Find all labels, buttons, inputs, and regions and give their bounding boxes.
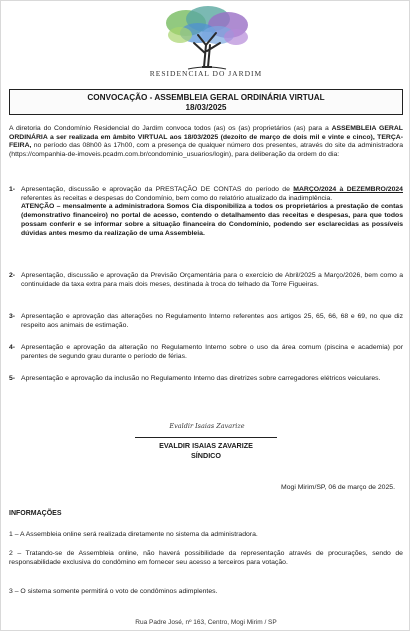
info-item: 2 – Tratando-se de Assembleia online, não haverá possibilidade da representação através de procurações, sendo de responsabilidade exclusiva do condômino em fornecer seu acesso a terceiros para votação. bbox=[9, 550, 403, 566]
title-box bbox=[9, 89, 403, 115]
agenda-number: 5- bbox=[9, 375, 16, 382]
agenda-number: 1- bbox=[9, 186, 16, 193]
intro-paragraph bbox=[9, 125, 403, 160]
signatory-name: EVALDIR ISAIAS ZAVARIZE bbox=[159, 441, 253, 450]
agenda-text: Apresentação, discussão e aprovação da PRESTAÇÃO DE CONTAS do período de bbox=[21, 186, 294, 193]
intro-text-2: no período das 08h00 às 17h00, com a presença de qualquer número dos presentes, através do site da administradora (https://companhia-de-imoveis.pcadm.com.br/condominio_usuarios/login), para deliberação da ordem do dia: bbox=[9, 142, 403, 159]
agenda-item bbox=[9, 186, 403, 238]
agenda-text: Apresentação, discussão e aprovação da Previsão Orçamentária para o exercício de Abril/2025 a Março/2026, bem como a continuidade da taxa extra para mais dois meses, destinada à troca do telhado da Torre Figueiras. bbox=[21, 272, 403, 288]
document-date: 18/03/2025 bbox=[185, 103, 227, 112]
place-date: Mogi Mirim/SP, 06 de março de 2025. bbox=[281, 484, 395, 491]
signature-line bbox=[135, 437, 277, 438]
agenda-item bbox=[9, 344, 403, 361]
signatory-role: SÍNDICO bbox=[191, 451, 221, 460]
agenda-notice: ATENÇÃO – mensalmente a administradora Somos Cia disponibiliza a todos os proprietários a prestação de contas (demonstrativo financeiro) no portal de acesso, contendo o detalhamento das receitas e despesas, para que todos possam conferir e se informar sobre a situação financeira do Condomínio, podendo ser esclarecidas as possíveis dúvidas antes mesmo da realização de uma Assembleia. bbox=[21, 203, 403, 237]
info-title: INFORMAÇÕES bbox=[9, 510, 62, 517]
intro-bold-text: ASSEMBLEIA GERAL ORDINÁRIA a ser realizada em âmbito VIRTUAL aos 18/03/2025 (dezoito de março de dois mil e vinte e cinco), TERÇA-FEIRA, bbox=[9, 125, 403, 150]
agenda-text: referentes às receitas e despesas do Condomínio, bem como do relatório atualizado da inadimplência. bbox=[21, 194, 333, 202]
handwritten-signature: Evaldir Isaias Zavarize bbox=[169, 422, 245, 430]
agenda-text: Apresentação e aprovação da inclusão no Regulamento Interno das diretrizes sobre carregadores elétricos veiculares. bbox=[21, 375, 381, 382]
agenda-text: Apresentação e aprovação da alteração no Regulamento Interno sobre o uso da área comum (piscina e academia) por parentes de segundo grau durante o período de férias. bbox=[21, 344, 403, 360]
agenda-number: 3- bbox=[9, 313, 16, 320]
info-item: 3 – O sistema somente permitirá o voto de condôminos adimplentes. bbox=[9, 588, 218, 595]
agenda-text: Apresentação e aprovação das alterações no Regulamento Interno referentes aos artigos 25, 65, 66, 68 e 69, no que diz respeito aos animais de estimação. bbox=[21, 313, 403, 329]
document-title: CONVOCAÇÃO - ASSEMBLEIA GERAL ORDINÁRIA VIRTUAL bbox=[87, 93, 325, 102]
agenda-item bbox=[9, 375, 403, 384]
agenda-item bbox=[9, 272, 403, 289]
intro-text-1: A diretoria do Condomínio Residencial do Jardim convoca todos (as) os (as) proprietários (as) para a bbox=[9, 125, 332, 132]
agenda-number: 2- bbox=[9, 272, 16, 279]
info-item: 1 – A Assembleia online será realizada diretamente no sistema da administradora. bbox=[9, 531, 258, 538]
logo-text: RESIDENCIAL DO JARDIM bbox=[149, 69, 263, 78]
agenda-item bbox=[9, 313, 403, 330]
agenda-period: MARÇO/2024 à DEZEMBRO/2024 bbox=[293, 186, 403, 193]
footer-address: Rua Padre José, nº 163, Centro, Mogi Mirim / SP bbox=[135, 619, 277, 626]
agenda-number: 4- bbox=[9, 344, 16, 351]
